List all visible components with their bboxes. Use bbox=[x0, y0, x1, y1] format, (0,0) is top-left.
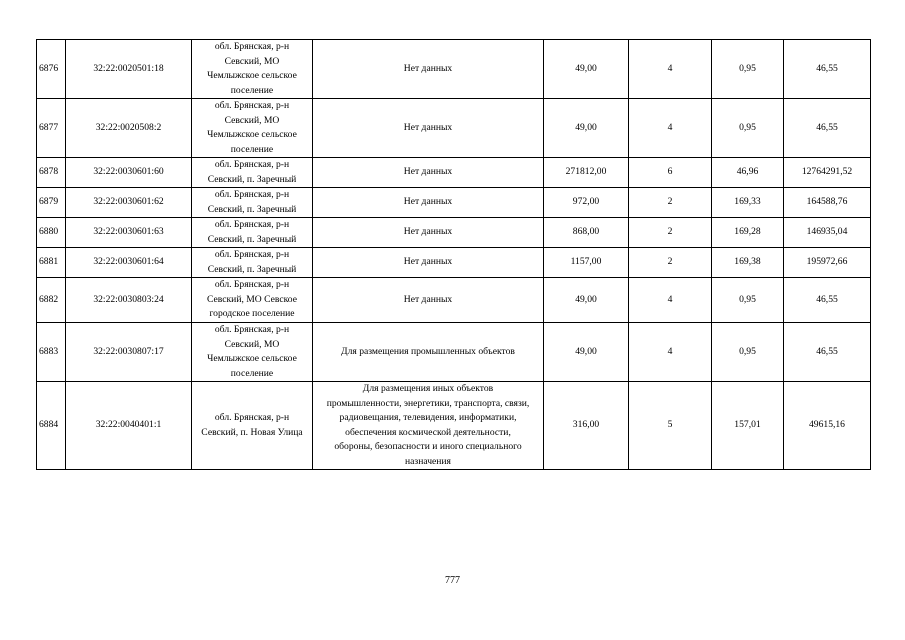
cell-rate: 0,95 bbox=[712, 99, 784, 158]
cell-group: 6 bbox=[629, 158, 712, 188]
cell-group: 2 bbox=[629, 248, 712, 278]
cell-area: 49,00 bbox=[544, 40, 629, 99]
cell-rate: 169,28 bbox=[712, 218, 784, 248]
cell-group: 5 bbox=[629, 382, 712, 470]
cell-purpose: Нет данных bbox=[313, 158, 544, 188]
cell-rate: 46,96 bbox=[712, 158, 784, 188]
page-number: 777 bbox=[445, 575, 460, 586]
cell-purpose: Нет данных bbox=[313, 40, 544, 99]
cell-purpose: Нет данных bbox=[313, 99, 544, 158]
cell-group: 4 bbox=[629, 278, 712, 323]
cell-cadastral-value: 46,55 bbox=[784, 323, 871, 382]
cell-address: обл. Брянская, р-н Севский, МО Севское городское поселение bbox=[192, 278, 313, 323]
cell-address: обл. Брянская, р-н Севский, МО Чемлыжское сельское поселение bbox=[192, 40, 313, 99]
cell-rate: 169,33 bbox=[712, 188, 784, 218]
cell-rate: 169,38 bbox=[712, 248, 784, 278]
cell-cadastral-value: 195972,66 bbox=[784, 248, 871, 278]
cell-cadastral-number: 32:22:0020508:2 bbox=[66, 99, 192, 158]
cell-row-number: 6879 bbox=[37, 188, 66, 218]
cell-cadastral-number: 32:22:0030601:64 bbox=[66, 248, 192, 278]
table-row bbox=[37, 99, 871, 158]
cell-address: обл. Брянская, р-н Севский, п. Новая Улица bbox=[192, 382, 313, 470]
cell-row-number: 6883 bbox=[37, 323, 66, 382]
cell-cadastral-value: 46,55 bbox=[784, 99, 871, 158]
cell-area: 316,00 bbox=[544, 382, 629, 470]
cell-area: 49,00 bbox=[544, 323, 629, 382]
cell-cadastral-value: 146935,04 bbox=[784, 218, 871, 248]
cell-area: 1157,00 bbox=[544, 248, 629, 278]
cell-address: обл. Брянская, р-н Севский, п. Заречный bbox=[192, 248, 313, 278]
cell-cadastral-number: 32:22:0030601:60 bbox=[66, 158, 192, 188]
cell-cadastral-value: 46,55 bbox=[784, 278, 871, 323]
cell-row-number: 6882 bbox=[37, 278, 66, 323]
cell-purpose: Для размещения промышленных объектов bbox=[313, 323, 544, 382]
cell-group: 4 bbox=[629, 40, 712, 99]
cadastral-value-table bbox=[36, 39, 871, 470]
cell-area: 868,00 bbox=[544, 218, 629, 248]
table-row bbox=[37, 158, 871, 188]
cell-purpose: Для размещения иных объектов промышленности, энергетики, транспорта, связи, радиовещания, телевидения, информатики, обеспечения космической деятельности, обороны, безопасности и иного специального назначения bbox=[313, 382, 544, 470]
cell-rate: 0,95 bbox=[712, 278, 784, 323]
cell-area: 972,00 bbox=[544, 188, 629, 218]
cell-cadastral-number: 32:22:0030601:62 bbox=[66, 188, 192, 218]
cell-area: 49,00 bbox=[544, 278, 629, 323]
cell-row-number: 6876 bbox=[37, 40, 66, 99]
cell-address: обл. Брянская, р-н Севский, п. Заречный bbox=[192, 188, 313, 218]
cell-purpose: Нет данных bbox=[313, 278, 544, 323]
cell-cadastral-value: 46,55 bbox=[784, 40, 871, 99]
cell-group: 2 bbox=[629, 218, 712, 248]
cell-cadastral-value: 12764291,52 bbox=[784, 158, 871, 188]
table-row bbox=[37, 323, 871, 382]
cell-purpose: Нет данных bbox=[313, 248, 544, 278]
cell-area: 271812,00 bbox=[544, 158, 629, 188]
cell-address: обл. Брянская, р-н Севский, п. Заречный bbox=[192, 218, 313, 248]
cell-row-number: 6884 bbox=[37, 382, 66, 470]
cell-group: 4 bbox=[629, 99, 712, 158]
cell-address: обл. Брянская, р-н Севский, МО Чемлыжское сельское поселение bbox=[192, 99, 313, 158]
cell-cadastral-number: 32:22:0030807:17 bbox=[66, 323, 192, 382]
cell-cadastral-number: 32:22:0030601:63 bbox=[66, 218, 192, 248]
cell-row-number: 6877 bbox=[37, 99, 66, 158]
cell-group: 2 bbox=[629, 188, 712, 218]
cell-rate: 157,01 bbox=[712, 382, 784, 470]
cell-cadastral-value: 164588,76 bbox=[784, 188, 871, 218]
cell-row-number: 6881 bbox=[37, 248, 66, 278]
cell-rate: 0,95 bbox=[712, 323, 784, 382]
table-body bbox=[37, 40, 871, 470]
table-row bbox=[37, 188, 871, 218]
cell-cadastral-number: 32:22:0030803:24 bbox=[66, 278, 192, 323]
cell-cadastral-number: 32:22:0020501:18 bbox=[66, 40, 192, 99]
cell-purpose: Нет данных bbox=[313, 218, 544, 248]
cell-row-number: 6880 bbox=[37, 218, 66, 248]
table-row bbox=[37, 382, 871, 470]
table-row bbox=[37, 218, 871, 248]
cell-cadastral-number: 32:22:0040401:1 bbox=[66, 382, 192, 470]
cell-rate: 0,95 bbox=[712, 40, 784, 99]
table-row bbox=[37, 40, 871, 99]
cell-cadastral-value: 49615,16 bbox=[784, 382, 871, 470]
cell-address: обл. Брянская, р-н Севский, п. Заречный bbox=[192, 158, 313, 188]
cell-group: 4 bbox=[629, 323, 712, 382]
cell-address: обл. Брянская, р-н Севский, МО Чемлыжское сельское поселение bbox=[192, 323, 313, 382]
cell-area: 49,00 bbox=[544, 99, 629, 158]
cell-row-number: 6878 bbox=[37, 158, 66, 188]
table-row bbox=[37, 248, 871, 278]
cell-purpose: Нет данных bbox=[313, 188, 544, 218]
table-row bbox=[37, 278, 871, 323]
